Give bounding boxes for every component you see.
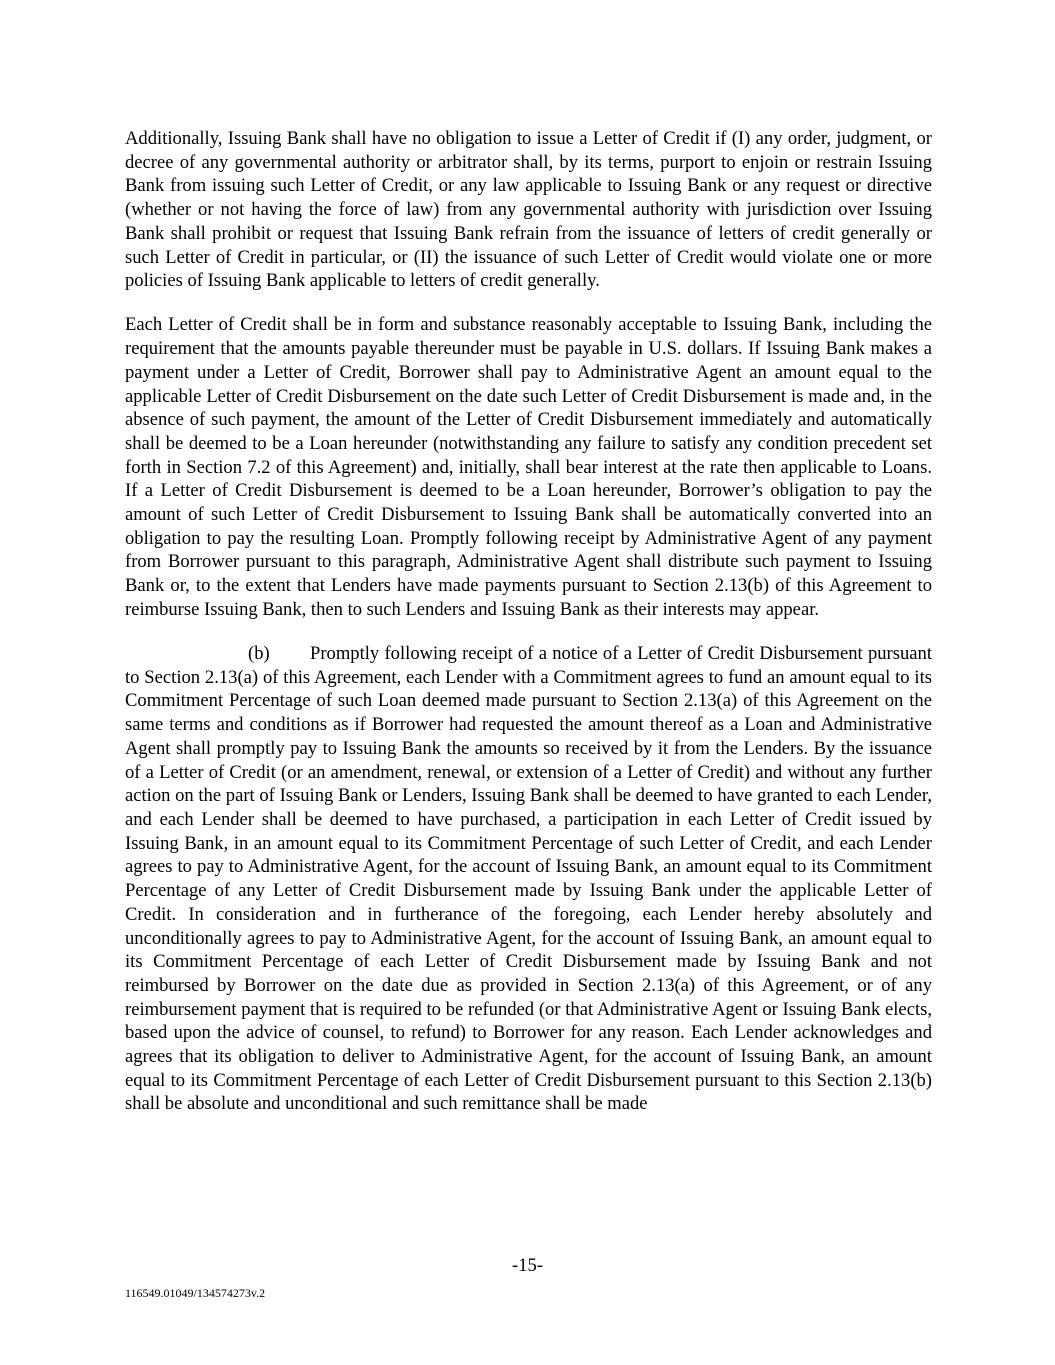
paragraph-issuing-bank-obligation: Additionally, Issuing Bank shall have no obligation to issue a Letter of Credit if (I) any order, judgment, or decree of any governmental authority or arbitrator shall, by its terms, purport to enjoin or restrain Issuing Bank from issuing such Letter of Credit, or any law applicable to Issuing Bank or any request or directive (whether or not having the force of law) from any governmental authority with jurisdiction over Issuing Bank shall prohibit or request that Issuing Bank refrain from the issuance of letters of credit generally or such Letter of Credit in particular, or (II) the issuance of such Letter of Credit would violate one or more policies of Issuing Bank applicable to letters of credit generally.	[125, 128, 932, 292]
page-number: -15-	[512, 1255, 543, 1276]
subsection-b-text: Promptly following receipt of a notice of a Letter of Credit Disbursement pursuant to Section 2.13(a) of this Agreement, each Lender with a Commitment agrees to fund an amount equal to its Commitment Percentage of such Loan deemed made pursuant to Section 2.13(a) of this Agreement on the same terms and conditions as if Borrower had requested the amount thereof as a Loan and Administrative Agent shall promptly pay to Issuing Bank the amounts so received by it from the Lenders. By the issuance of a Letter of Credit (or an amendment, renewal, or extension of a Letter of Credit) and without any further action on the part of Issuing Bank or Lenders, Issuing Bank shall be deemed to have granted to each Lender, and each Lender shall be deemed to have purchased, a participation in each Letter of Credit issued by Issuing Bank, in an amount equal to its Commitment Percentage of such Letter of Credit, and each Lender agrees to pay to Administrative Agent, for the account of Issuing Bank, an amount equal to its Commitment Percentage of any Letter of Credit Disbursement made by Issuing Bank under the applicable Letter of Credit. In consideration and in furtherance of the foregoing, each Lender hereby absolutely and unconditionally agrees to pay to Administrative Agent, for the account of Issuing Bank, an amount equal to its Commitment Percentage of each Letter of Credit Disbursement made by Issuing Bank and not reimbursed by Borrower on the date due as provided in Section 2.13(a) of this Agreement, or of any reimbursement payment that is required to be refunded (or that Administrative Agent or Issuing Bank elects, based upon the advice of counsel, to refund) to Borrower for any reason. Each Lender acknowledges and agrees that its obligation to deliver to Administrative Agent, for the account of Issuing Bank, an amount equal to its Commitment Percentage of each Letter of Credit Disbursement pursuant to this Section 2.13(b) shall be absolute and unconditional and such remittance shall be made	[125, 643, 932, 1115]
paragraph-letter-of-credit-form: Each Letter of Credit shall be in form and substance reasonably acceptable to Issuing Bank, including the requirement that the amounts payable thereunder must be payable in U.S. dollars. If Issuing Bank makes a payment under a Letter of Credit, Borrower shall pay to Administrative Agent an amount equal to the applicable Letter of Credit Disbursement on the date such Letter of Credit Disbursement is made and, in the absence of such payment, the amount of the Letter of Credit Disbursement immediately and automatically shall be deemed to be a Loan hereunder (notwithstanding any failure to satisfy any condition precedent set forth in Section 7.2 of this Agreement) and, initially, shall bear interest at the rate then applicable to Loans. If a Letter of Credit Disbursement is deemed to be a Loan hereunder, Borrower’s obligation to pay the amount of such Letter of Credit Disbursement to Issuing Bank shall be automatically converted into an obligation to pay the resulting Loan. Promptly following receipt by Administrative Agent of any payment from Borrower pursuant to this paragraph, Administrative Agent shall distribute such payment to Issuing Bank or, to the extent that Lenders have made payments pursuant to Section 2.13(b) of this Agreement to reimburse Issuing Bank, then to such Lenders and Issuing Bank as their interests may appear.	[125, 314, 932, 620]
subsection-b-label: (b)	[248, 643, 270, 665]
document-body	[125, 127, 932, 1137]
document-id: 116549.01049/134574273v.2	[125, 1286, 266, 1300]
subsection-b	[125, 642, 932, 1116]
